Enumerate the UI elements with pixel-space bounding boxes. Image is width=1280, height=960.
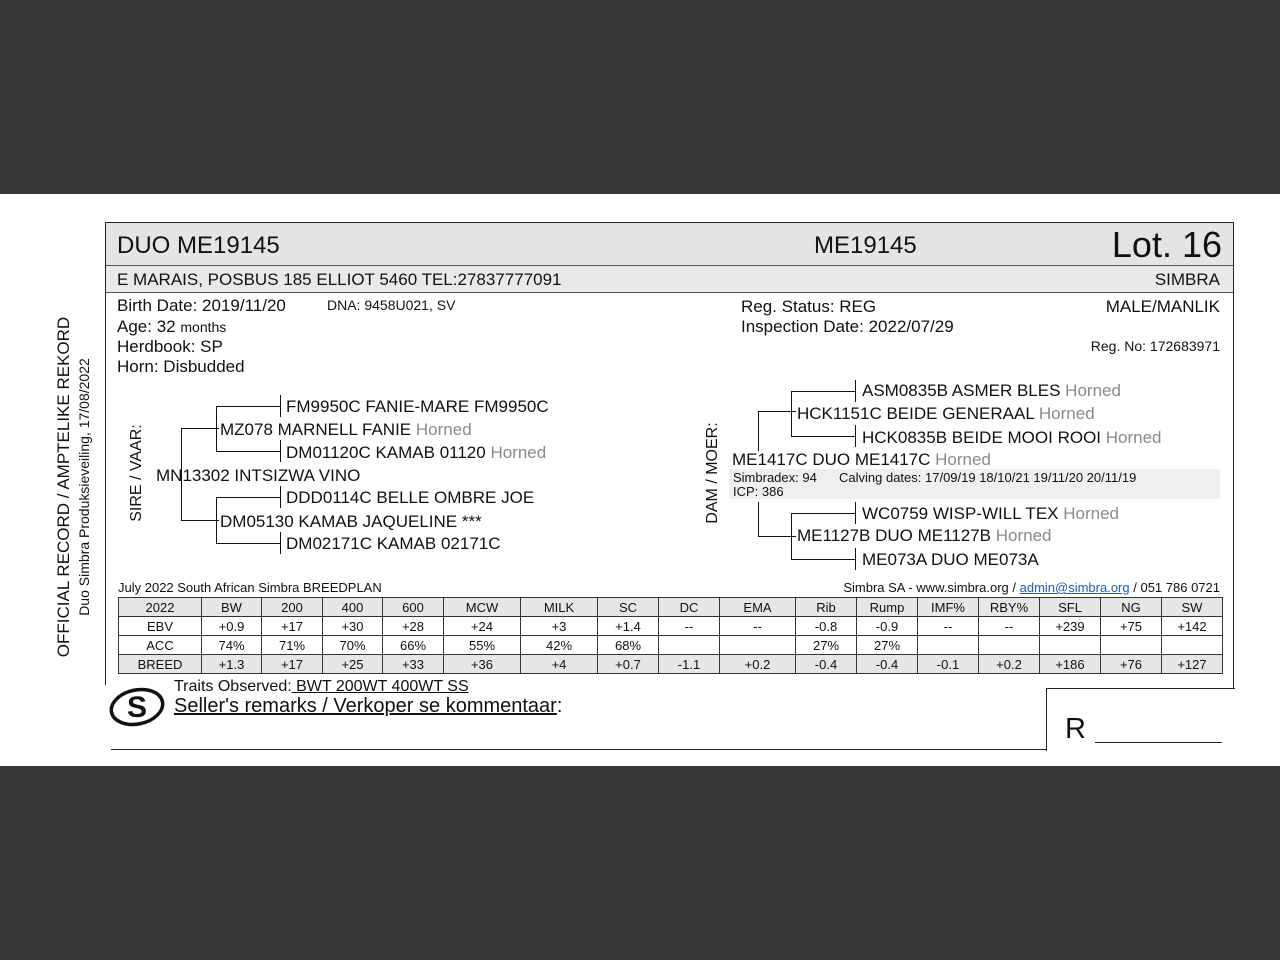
- herdbook: Herdbook: SP: [117, 337, 223, 356]
- pedigree-line: [791, 391, 856, 392]
- sire-name: MN13302 INTSIZWA VINO: [156, 466, 361, 485]
- pedigree-line: [855, 548, 856, 570]
- table-cell: +28: [383, 617, 444, 636]
- sire-dam: DM05130 KAMAB JAQUELINE ***: [220, 512, 482, 531]
- lot-number: Lot. 16: [1111, 224, 1222, 265]
- table-cell: 70%: [323, 636, 383, 655]
- official-record-label: OFFICIAL RECORD / AMPTELIKE REKORD: [54, 316, 73, 658]
- card-header: [106, 223, 1233, 266]
- table-cell: --: [659, 617, 720, 636]
- pedigree-line: [855, 502, 856, 524]
- pedigree-line: [280, 395, 281, 417]
- dam-sire-dam-name: HCK0835B BEIDE MOOI ROOI: [862, 428, 1102, 447]
- dam-sire-dam: [862, 428, 1162, 448]
- horn-status: Horn: Disbudded: [117, 357, 245, 376]
- sire-dam-dam: DM02171C KAMAB 02171C: [286, 534, 501, 553]
- table-cell: +36: [444, 655, 521, 674]
- table-header: SW: [1162, 598, 1223, 617]
- breed-label: SIMBRA: [1154, 270, 1220, 289]
- top-dark-band: [0, 0, 1280, 194]
- table-cell: EBV: [119, 617, 202, 636]
- table-cell: +1.4: [598, 617, 659, 636]
- pedigree-line: [216, 406, 281, 407]
- table-cell: [979, 636, 1040, 655]
- table-cell: BREED: [119, 655, 202, 674]
- table-cell: +1.3: [202, 655, 262, 674]
- birth-date: [117, 296, 286, 316]
- pedigree-line: [758, 411, 759, 451]
- pedigree-line: [791, 436, 856, 437]
- table-cell: -1.1: [659, 655, 720, 674]
- logo-letter: S: [126, 691, 148, 724]
- table-header: EMA: [720, 598, 796, 617]
- simbradex: Simbradex: 94: [733, 470, 817, 485]
- table-cell: -0.4: [796, 655, 857, 674]
- pedigree-line: [855, 425, 856, 447]
- price-currency: R: [1065, 713, 1086, 745]
- animal-name: DUO ME19145: [117, 232, 280, 259]
- table-header: SFL: [1040, 598, 1101, 617]
- table-cell: --: [918, 617, 979, 636]
- table-cell: [659, 636, 720, 655]
- age-unit: months: [180, 319, 227, 335]
- age-label: Age:: [117, 317, 152, 336]
- table-cell: +25: [323, 655, 383, 674]
- table-cell: +17: [262, 655, 323, 674]
- table-header: IMF%: [918, 598, 979, 617]
- sire-label: SIRE / VAAR:: [128, 424, 145, 522]
- table-cell: 66%: [383, 636, 444, 655]
- pedigree-line: [216, 406, 217, 451]
- sire-dam-sire: DDD0114C BELLE OMBRE JOE: [286, 488, 535, 507]
- pedigree-line: [791, 391, 792, 436]
- table-cell: +0.2: [979, 655, 1040, 674]
- pedigree-line: [855, 380, 856, 402]
- pedigree-line: [181, 520, 219, 521]
- table-cell: --: [979, 617, 1040, 636]
- table-header: MCW: [444, 598, 521, 617]
- horn-tag: Horned: [935, 450, 991, 469]
- breedplan-contact: [843, 580, 1220, 595]
- table-header: BW: [202, 598, 262, 617]
- traits-value: BWT 200WT 400WT SS: [291, 678, 469, 695]
- table-header: Rump: [857, 598, 918, 617]
- simbra-logo-icon: [108, 685, 166, 729]
- dam-dam-dam: ME073A DUO ME073A: [862, 550, 1039, 569]
- age-value: 32: [156, 317, 176, 336]
- pedigree-line: [216, 497, 281, 498]
- table-header: SC: [598, 598, 659, 617]
- dam-performance-box: [729, 469, 1220, 499]
- owner-details: E MARAIS, POSBUS 185 ELLIOT 5460 TEL:27837777091: [117, 270, 562, 289]
- table-header: 400: [323, 598, 383, 617]
- table-cell: [720, 636, 796, 655]
- owner-bar: [106, 266, 1233, 293]
- dam-dam-name: ME1127B DUO ME1127B: [797, 526, 992, 545]
- table-cell: 55%: [444, 636, 521, 655]
- table-cell: +0.9: [202, 617, 262, 636]
- table-header: Rib: [796, 598, 857, 617]
- horn-tag: Horned: [415, 420, 472, 439]
- sire-sire: [220, 420, 472, 440]
- pedigree-line: [758, 502, 759, 536]
- traits-label: Traits Observed:: [174, 678, 292, 695]
- table-cell: +30: [323, 617, 383, 636]
- pedigree-line: [280, 486, 281, 508]
- horn-tag: Horned: [1105, 428, 1162, 447]
- horn-tag: Horned: [1038, 404, 1095, 423]
- contact-phone: / 051 786 0721: [1133, 580, 1220, 595]
- reg-status: Reg. Status: REG: [741, 297, 877, 316]
- animal-id: ME19145: [814, 232, 917, 259]
- horn-tag: Horned: [995, 526, 1052, 545]
- table-row-acc: [119, 636, 1223, 655]
- table-header: 200: [262, 598, 323, 617]
- breedplan-title: July 2022 South African Simbra BREEDPLAN: [118, 580, 382, 595]
- table-cell: -0.8: [796, 617, 857, 636]
- pedigree-line: [791, 513, 792, 559]
- table-header: RBY%: [979, 598, 1040, 617]
- horn-tag: Horned: [1063, 504, 1119, 523]
- table-cell: 68%: [598, 636, 659, 655]
- dam-sire-sire-name: ASM0835B ASMER BLES: [862, 381, 1061, 400]
- table-cell: +127: [1162, 655, 1223, 674]
- table-header: 2022: [119, 598, 202, 617]
- dam-sire-name: HCK1151C BEIDE GENERAAL: [797, 404, 1035, 423]
- table-cell: --: [720, 617, 796, 636]
- birth-date-label: Birth Date:: [117, 296, 198, 315]
- table-cell: [918, 636, 979, 655]
- inspection-date: Inspection Date: 2022/07/29: [741, 317, 954, 336]
- table-header: MILK: [521, 598, 598, 617]
- table-cell: +75: [1101, 617, 1162, 636]
- dam-dam-sire-name: WC0759 WISP-WILL TEX: [862, 504, 1059, 523]
- table-row-breed: [119, 655, 1223, 674]
- pedigree-line: [280, 532, 281, 554]
- contact-email-link[interactable]: admin@simbra.org: [1019, 580, 1130, 595]
- contact-prefix: Simbra SA - www.simbra.org /: [843, 580, 1016, 595]
- table-cell: ACC: [119, 636, 202, 655]
- seller-remarks: [174, 695, 562, 718]
- table-cell: 42%: [521, 636, 598, 655]
- table-cell: -0.9: [857, 617, 918, 636]
- table-cell: [1101, 636, 1162, 655]
- table-cell: +17: [262, 617, 323, 636]
- pedigree-line: [791, 559, 856, 560]
- pedigree-line: [216, 543, 281, 544]
- table-cell: [1162, 636, 1223, 655]
- breedplan-table: [118, 597, 1223, 674]
- sire-sire-name: MZ078 MARNELL FANIE: [220, 420, 412, 439]
- birth-date-value: 2019/11/20: [202, 296, 286, 315]
- table-cell: +0.2: [720, 655, 796, 674]
- price-box: [1046, 688, 1235, 751]
- horn-tag: Horned: [1065, 381, 1121, 400]
- table-cell: +3: [521, 617, 598, 636]
- table-header-row: [119, 598, 1223, 617]
- table-cell: -0.4: [857, 655, 918, 674]
- icp: ICP: 386: [733, 484, 784, 499]
- lot-card: [105, 222, 1234, 750]
- table-cell: +24: [444, 617, 521, 636]
- table-header: NG: [1101, 598, 1162, 617]
- dna-info: DNA: 9458U021, SV: [327, 297, 456, 313]
- pedigree-line: [791, 513, 856, 514]
- table-header: 600: [383, 598, 444, 617]
- table-row-ebv: [119, 617, 1223, 636]
- calving-dates: Calving dates: 17/09/19 18/10/21 19/11/20 20/11/19: [839, 470, 1137, 485]
- dam-name: ME1417C DUO ME1417C: [732, 450, 931, 469]
- bottom-dark-band: [0, 766, 1280, 960]
- table-cell: -0.1: [918, 655, 979, 674]
- table-cell: [1040, 636, 1101, 655]
- dam-label: DAM / MOER:: [704, 422, 721, 524]
- sire-sire-sire: FM9950C FANIE-MARE FM9950C: [286, 397, 549, 416]
- remarks-colon: :: [556, 695, 563, 717]
- dam: [732, 450, 991, 470]
- table-cell: +4: [521, 655, 598, 674]
- table-cell: +33: [383, 655, 444, 674]
- table-cell: 27%: [796, 636, 857, 655]
- age: [117, 317, 226, 337]
- table-cell: +239: [1040, 617, 1101, 636]
- seller-remarks-label: Seller's remarks / Verkoper se kommentaar: [174, 695, 557, 717]
- table-cell: +76: [1101, 655, 1162, 674]
- pedigree-line: [181, 428, 219, 429]
- table-cell: 27%: [857, 636, 918, 655]
- sire-sire-dam-name: DM01120C KAMAB 01120: [286, 443, 486, 462]
- pedigree-line: [216, 451, 281, 452]
- table-cell: +142: [1162, 617, 1223, 636]
- table-cell: +0.7: [598, 655, 659, 674]
- horn-tag: Horned: [490, 443, 547, 462]
- dam-sire: [797, 404, 1095, 424]
- sire-sire-dam: [286, 443, 546, 463]
- pedigree-line: [280, 440, 281, 462]
- reg-number: Reg. No: 172683971: [1090, 338, 1220, 354]
- table-cell: 71%: [262, 636, 323, 655]
- auction-name-date: Duo Simbra Produksieveiling, 17/08/2022: [76, 358, 92, 616]
- dam-dam-sire: [862, 504, 1119, 524]
- sex-label: MALE/MANLIK: [1105, 297, 1220, 316]
- table-cell: 74%: [202, 636, 262, 655]
- traits-observed: [174, 678, 469, 696]
- pedigree-line: [216, 497, 217, 543]
- table-cell: +186: [1040, 655, 1101, 674]
- dam-sire-sire: [862, 381, 1121, 401]
- price-input-line[interactable]: [1095, 742, 1222, 743]
- dam-dam: [797, 526, 1052, 546]
- table-header: DC: [659, 598, 720, 617]
